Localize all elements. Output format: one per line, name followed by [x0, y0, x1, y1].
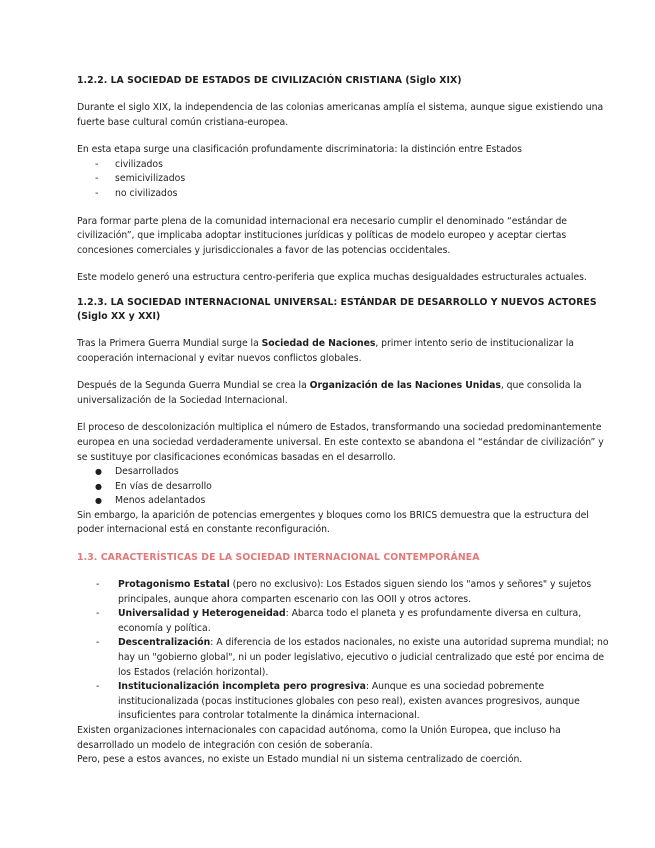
- paragraph: Existen organizaciones internacionales con capacidad autónoma, como la Unión Europea, que incluso ha desarrollado un modelo de integración con cesión de soberanía.: [77, 725, 561, 751]
- paragraph: Tras la Primera Guerra Mundial surge la Sociedad de Naciones, primer intento serio de institucionalizar la cooperación internacional y evitar nuevos conflictos globales.: [77, 337, 574, 364]
- list-item: - Protagonismo Estatal (pero no exclusivo): Los Estados siguen siendo los "amos y señores" y sujetos principales, aunque ahora comparten escenario con las OOII y otros actores.: [96, 579, 592, 605]
- paragraph: Este modelo generó una estructura centro-periferia que explica muchas desigualdades estructurales actuales.: [77, 272, 587, 284]
- dash-marker: -: [96, 637, 100, 649]
- paragraph: Después de la Segunda Guerra Mundial se crea la Organización de las Naciones Unidas, que consolida la universalización de la Sociedad Internacional.: [77, 380, 582, 406]
- list-item: - semicivilizados: [77, 172, 615, 187]
- list-item: ● Menos adelantados: [77, 494, 615, 509]
- paragraph: Sin embargo, la aparición de potencias emergentes y bloques como los BRICS demuestra que la estructura del poder internacional está en constante reconfiguración.: [77, 509, 589, 536]
- paragraph: En esta etapa surge una clasificación profundamente discriminatoria: la distinción entre Estados: [77, 144, 522, 156]
- section-heading-1-2-2: 1.2.2. LA SOCIEDAD DE ESTADOS DE CIVILIZACIÓN CRISTIANA (Siglo XIX): [77, 75, 462, 86]
- dash-marker: -: [96, 608, 100, 620]
- characteristics-list: [77, 578, 615, 724]
- paragraph: Durante el siglo XIX, la independencia de las colonias americanas amplía el sistema, aunque sigue existiendo una fuerte base cultural común cristiana-europea.: [77, 102, 604, 128]
- list-item: - Institucionalización incompleta pero progresiva: Aunque es una sociedad pobremente institucionalizada (pocas instituciones globales con peso real), existen avances progresivos, aunque insuficientes para controlar totalmente la dinámica internacional.: [96, 681, 580, 722]
- dash-marker: -: [95, 158, 99, 170]
- dash-marker: -: [95, 187, 99, 199]
- bullet-marker: ●: [95, 496, 102, 506]
- list-item: ● En vías de desarrollo: [77, 480, 615, 495]
- development-classification-list: [77, 465, 615, 509]
- list-item: - no civilizados: [77, 187, 615, 202]
- dash-marker: -: [95, 173, 99, 185]
- dash-marker: -: [96, 579, 100, 591]
- list-item: - Descentralización: A diferencia de los estados nacionales, no existe una autoridad suprema mundial; no hay un "gobierno global", ni un poder legislativo, ejecutivo o judicial centralizado que esté por encima de los Estados (relación horizontal).: [96, 637, 609, 678]
- dash-marker: -: [96, 681, 100, 693]
- states-classification-list: [77, 158, 615, 202]
- paragraph: El proceso de descolonización multiplica el número de Estados, transformando una sociedad predominantemente europea en una sociedad verdaderamente universal. En este contexto se abandona el “estándar de civilización” y se sustituye por clasificaciones económicas basadas en el desarrollo.: [77, 422, 604, 463]
- section-heading-1-3: 1.3. CARACTERÍSTICAS DE LA SOCIEDAD INTERNACIONAL CONTEMPORÁNEA: [77, 552, 480, 564]
- list-item: ● Desarrollados: [77, 465, 615, 480]
- paragraph: Pero, pese a estos avances, no existe un Estado mundial ni un sistema centralizado de coerción.: [77, 754, 523, 766]
- paragraph: Para formar parte plena de la comunidad internacional era necesario cumplir el denominado “estándar de civilización”, que implicaba adoptar instituciones jurídicas y políticas de modelo europeo y aceptar ciertas concesiones comerciales y jurisdiccionales a favor de las potencias occidentales.: [77, 215, 567, 256]
- list-item: - civilizados: [77, 158, 615, 173]
- bullet-marker: ●: [95, 467, 102, 477]
- section-heading-1-2-3: 1.2.3. LA SOCIEDAD INTERNACIONAL UNIVERSAL: ESTÁNDAR DE DESARROLLO Y NUEVOS ACTORES (Siglo XX y XXI): [77, 296, 597, 322]
- list-item: - Universalidad y Heterogeneidad: Abarca todo el planeta y es profundamente diversa en cultura, economía y política.: [96, 608, 582, 634]
- bullet-marker: ●: [95, 481, 102, 491]
